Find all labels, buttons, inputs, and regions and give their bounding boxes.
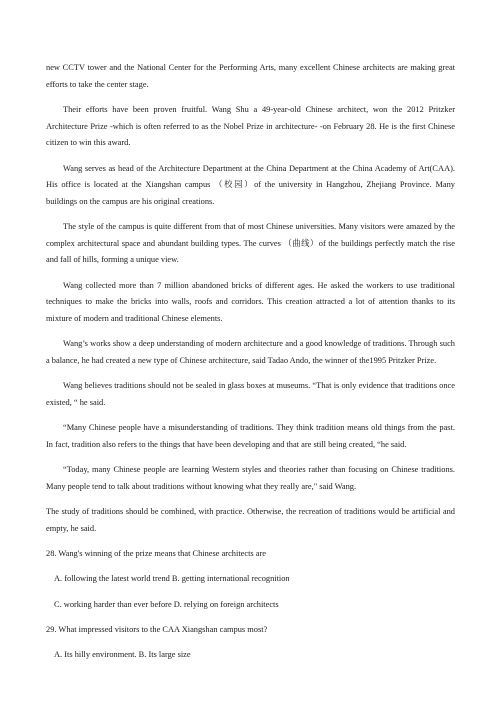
paragraph-2: Their efforts have been proven fruitful. Wang Shu a 49-year-old Chinese architect, won the 2012 Pritzker Architecture Prize -which is often referred to as the Nobel Prize in architecture- -on February 28. He is the first Chinese citizen to win this award. (46, 104, 455, 148)
option-line: C. working harder than ever before D. relying on foreign architects (54, 599, 279, 609)
question-stem: 29. What impressed visitors to the CAA Xiangshan campus most? (46, 624, 268, 634)
option-line: A. Its hilly environment. B. Its large size (54, 649, 191, 659)
paragraph-4: The style of the campus is quite different from that of most Chinese universities. Many visitors were amazed by the complex architectural space and abundant building types. The curves （曲线）of the buildings perfectly match the rise and fall of hills, forming a unique view. (46, 222, 455, 265)
passage (46, 60, 455, 537)
paragraph-9: “Today, many Chinese people are learning Western styles and theories rather than focusing on Chinese traditions. Many people tend to talk about traditions without knowing what they really are," said Wang. (46, 465, 455, 491)
paragraph-8: “Many Chinese people have a misunderstanding of traditions. They think tradition means old things from the past. In fact, tradition also refers to the things that have been developing and that are still being created, “he said. (46, 423, 455, 449)
question-stem: 28. Wang's winning of the prize means that Chinese architects are (46, 549, 266, 559)
paragraph-5: Wang collected more than 7 million abandoned bricks of different ages. He asked the workers to use traditional techniques to make the bricks into walls, roofs and corridors. This creation attracted a lot of attention thanks to its mixture of modern and traditional Chinese elements. (46, 280, 455, 323)
question-28 (46, 546, 455, 613)
paragraph-10: The study of traditions should be combined, with practice. Otherwise, the recreation of traditions would be artificial and empty, he said. (46, 507, 455, 533)
paragraph-7: Wang believes traditions should not be sealed in glass boxes at museums. “That is only evidence that traditions once existed, “ he said. (46, 381, 455, 407)
paragraph-1: new CCTV tower and the National Center for the Performing Arts, many excellent Chinese architects are making great efforts to take the center stage. (46, 63, 455, 89)
paragraph-3: Wang serves as head of the Architecture Department at the China Department at the China Academy of Art(CAA). His office is located at the Xiangshan campus （校园）of the university in Hangzhou, Zhejiang Province. Many buildings on the campus are his original creations. (46, 163, 455, 206)
option-line: A. following the latest world trend B. getting international recognition (54, 574, 290, 584)
question-29 (46, 622, 455, 664)
paragraph-6: Wang’s works show a deep understanding of modern architecture and a good knowledge of traditions. Through such a balance, he had created a new type of Chinese architecture, said Tadao Ando, the winner of the1995 Pritzker Prize. (46, 339, 455, 365)
document-page (46, 60, 455, 672)
